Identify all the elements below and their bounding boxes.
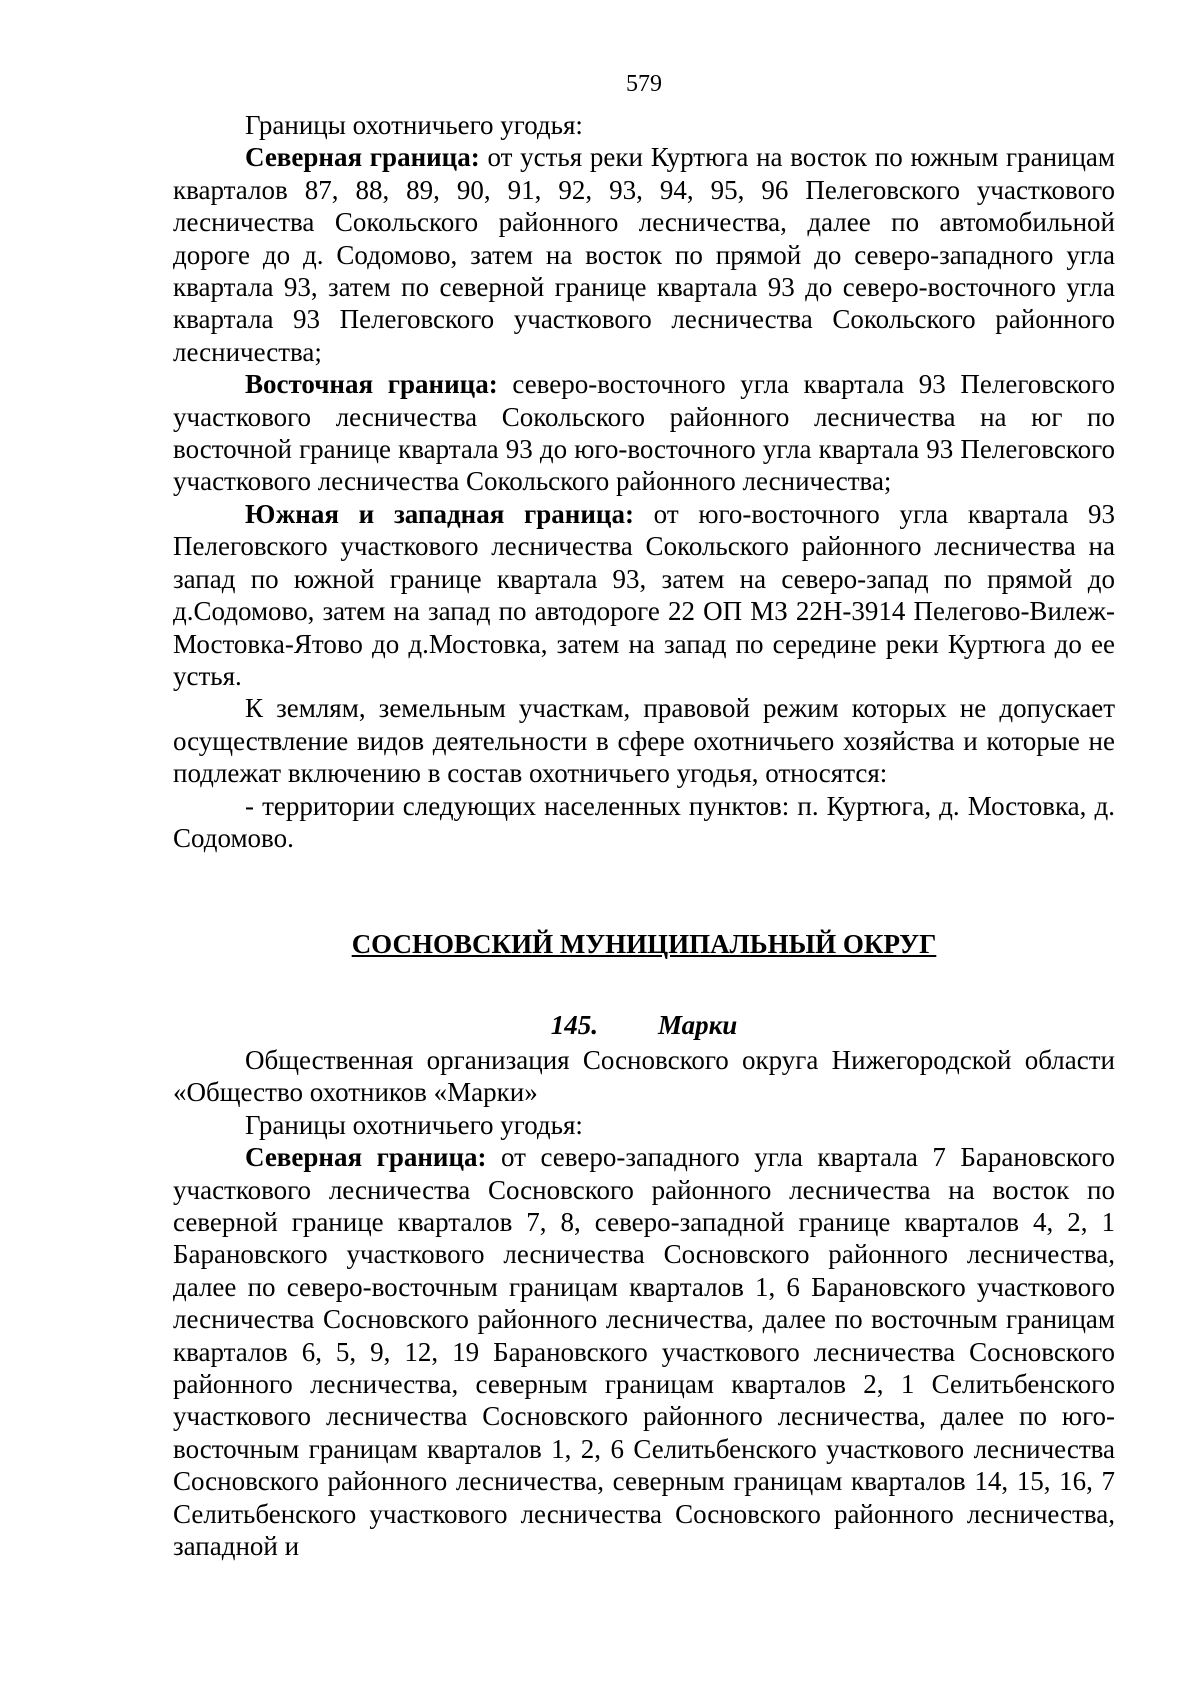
east-boundary-paragraph <box>173 368 1115 498</box>
boundaries-heading: Границы охотничьего угодья: <box>245 110 583 140</box>
settlements-paragraph: - территории следующих населенных пунктов: п. Куртюга, д. Мостовка, д. Содомово. <box>173 790 1115 853</box>
section-previous-entry <box>173 109 1115 854</box>
entry-name: Марки <box>657 1010 738 1040</box>
east-boundary-label: Восточная граница: <box>245 369 498 400</box>
north-boundary-text: от устья реки Куртюга на восток по южным границам кварталов 87, 88, 89, 90, 91, 92, 93, 94, 95, 96 Пелеговского участкового лесничества Сокольского районного лесничества, далее по автомобильной дороге до д. Содомово, затем на восток по прямой до северо-западного угла квартала 93, затем по северной границе квартала 93 до северо-восточного угла квартала 93 Пелеговского участкового лесничества Сокольского районного лесничества; <box>173 142 1115 367</box>
exclusions-paragraph: К землям, земельным участкам, правовой режим которых не допускает осуществление видов деятельности в сфере охотничьего хозяйства и которые не подлежат включению в состав охотничьего угодья, относятся: <box>173 693 1115 789</box>
district-title: СОСНОВСКИЙ МУНИЦИПАЛЬНЫЙ ОКРУГ <box>351 929 937 959</box>
east-boundary-text: северо-восточного угла квартала 93 Пелеговского участкового лесничества Сокольского районного лесничества на юг по восточной границе квартала 93 до юго-восточного угла квартала 93 Пелеговского участкового лесничества Сокольского районного лесничества; <box>173 369 1115 497</box>
north-boundary-text-2: от северо-западного угла квартала 7 Барановского участкового лесничества Сосновского районного лесничества на восток по северной границе кварталов 7, 8, северо-западной границе кварталов 4, 2, 1 Барановского участкового лесничества Сосновского районного лесничества, далее по северо-восточным границам кварталов 1, 6 Барановского участкового лесничества Сосновского районного лесничества, далее по восточным границам кварталов 6, 5, 9, 12, 19 Барановского участкового лесничества Сосновского районного лесничества, северным границам кварталов 2, 1 Селитьбенского участкового лесничества Сосновского районного лесничества, далее по юго-восточным границам кварталов 1, 2, 6 Селитьбенского участкового лесничества Сосновского районного лесничества, северным границам кварталов 14, 15, 16, 7 Селитьбенского участкового лесничества Сосновского районного лесничества, западной и <box>173 1142 1115 1562</box>
north-boundary-paragraph <box>173 141 1115 368</box>
north-boundary-label: Северная граница: <box>245 142 480 173</box>
entry-title <box>173 1009 1115 1041</box>
north-boundary-label-2: Северная граница: <box>245 1142 487 1173</box>
southwest-boundary-text: от юго-восточного угла квартала 93 Пелеговского участкового лесничества Сокольского районного лесничества на запад по южной границе квартала 93, затем на северо-запад по прямой до д.Содомово, затем на запад по автодороге 22 ОП МЗ 22Н-3914 Пелегово-Вилеж- Мостовка-Ятово до д.Мостовка, затем на запад по середине реки Куртюга до ее устья. <box>173 498 1116 691</box>
boundaries-heading-2: Границы охотничьего угодья: <box>245 1109 583 1140</box>
entry-number: 145. <box>550 1010 598 1040</box>
section-marki-entry <box>173 1044 1115 1563</box>
southwest-boundary-label: Южная и западная граница: <box>245 498 634 529</box>
organization-paragraph: Общественная организация Сосновского округа Нижегородской области «Общество охотников «Марки» <box>173 1045 1115 1108</box>
north-boundary-paragraph-2 <box>173 1141 1115 1562</box>
southwest-boundary-paragraph <box>173 498 1115 692</box>
page-number: 579 <box>626 71 662 97</box>
